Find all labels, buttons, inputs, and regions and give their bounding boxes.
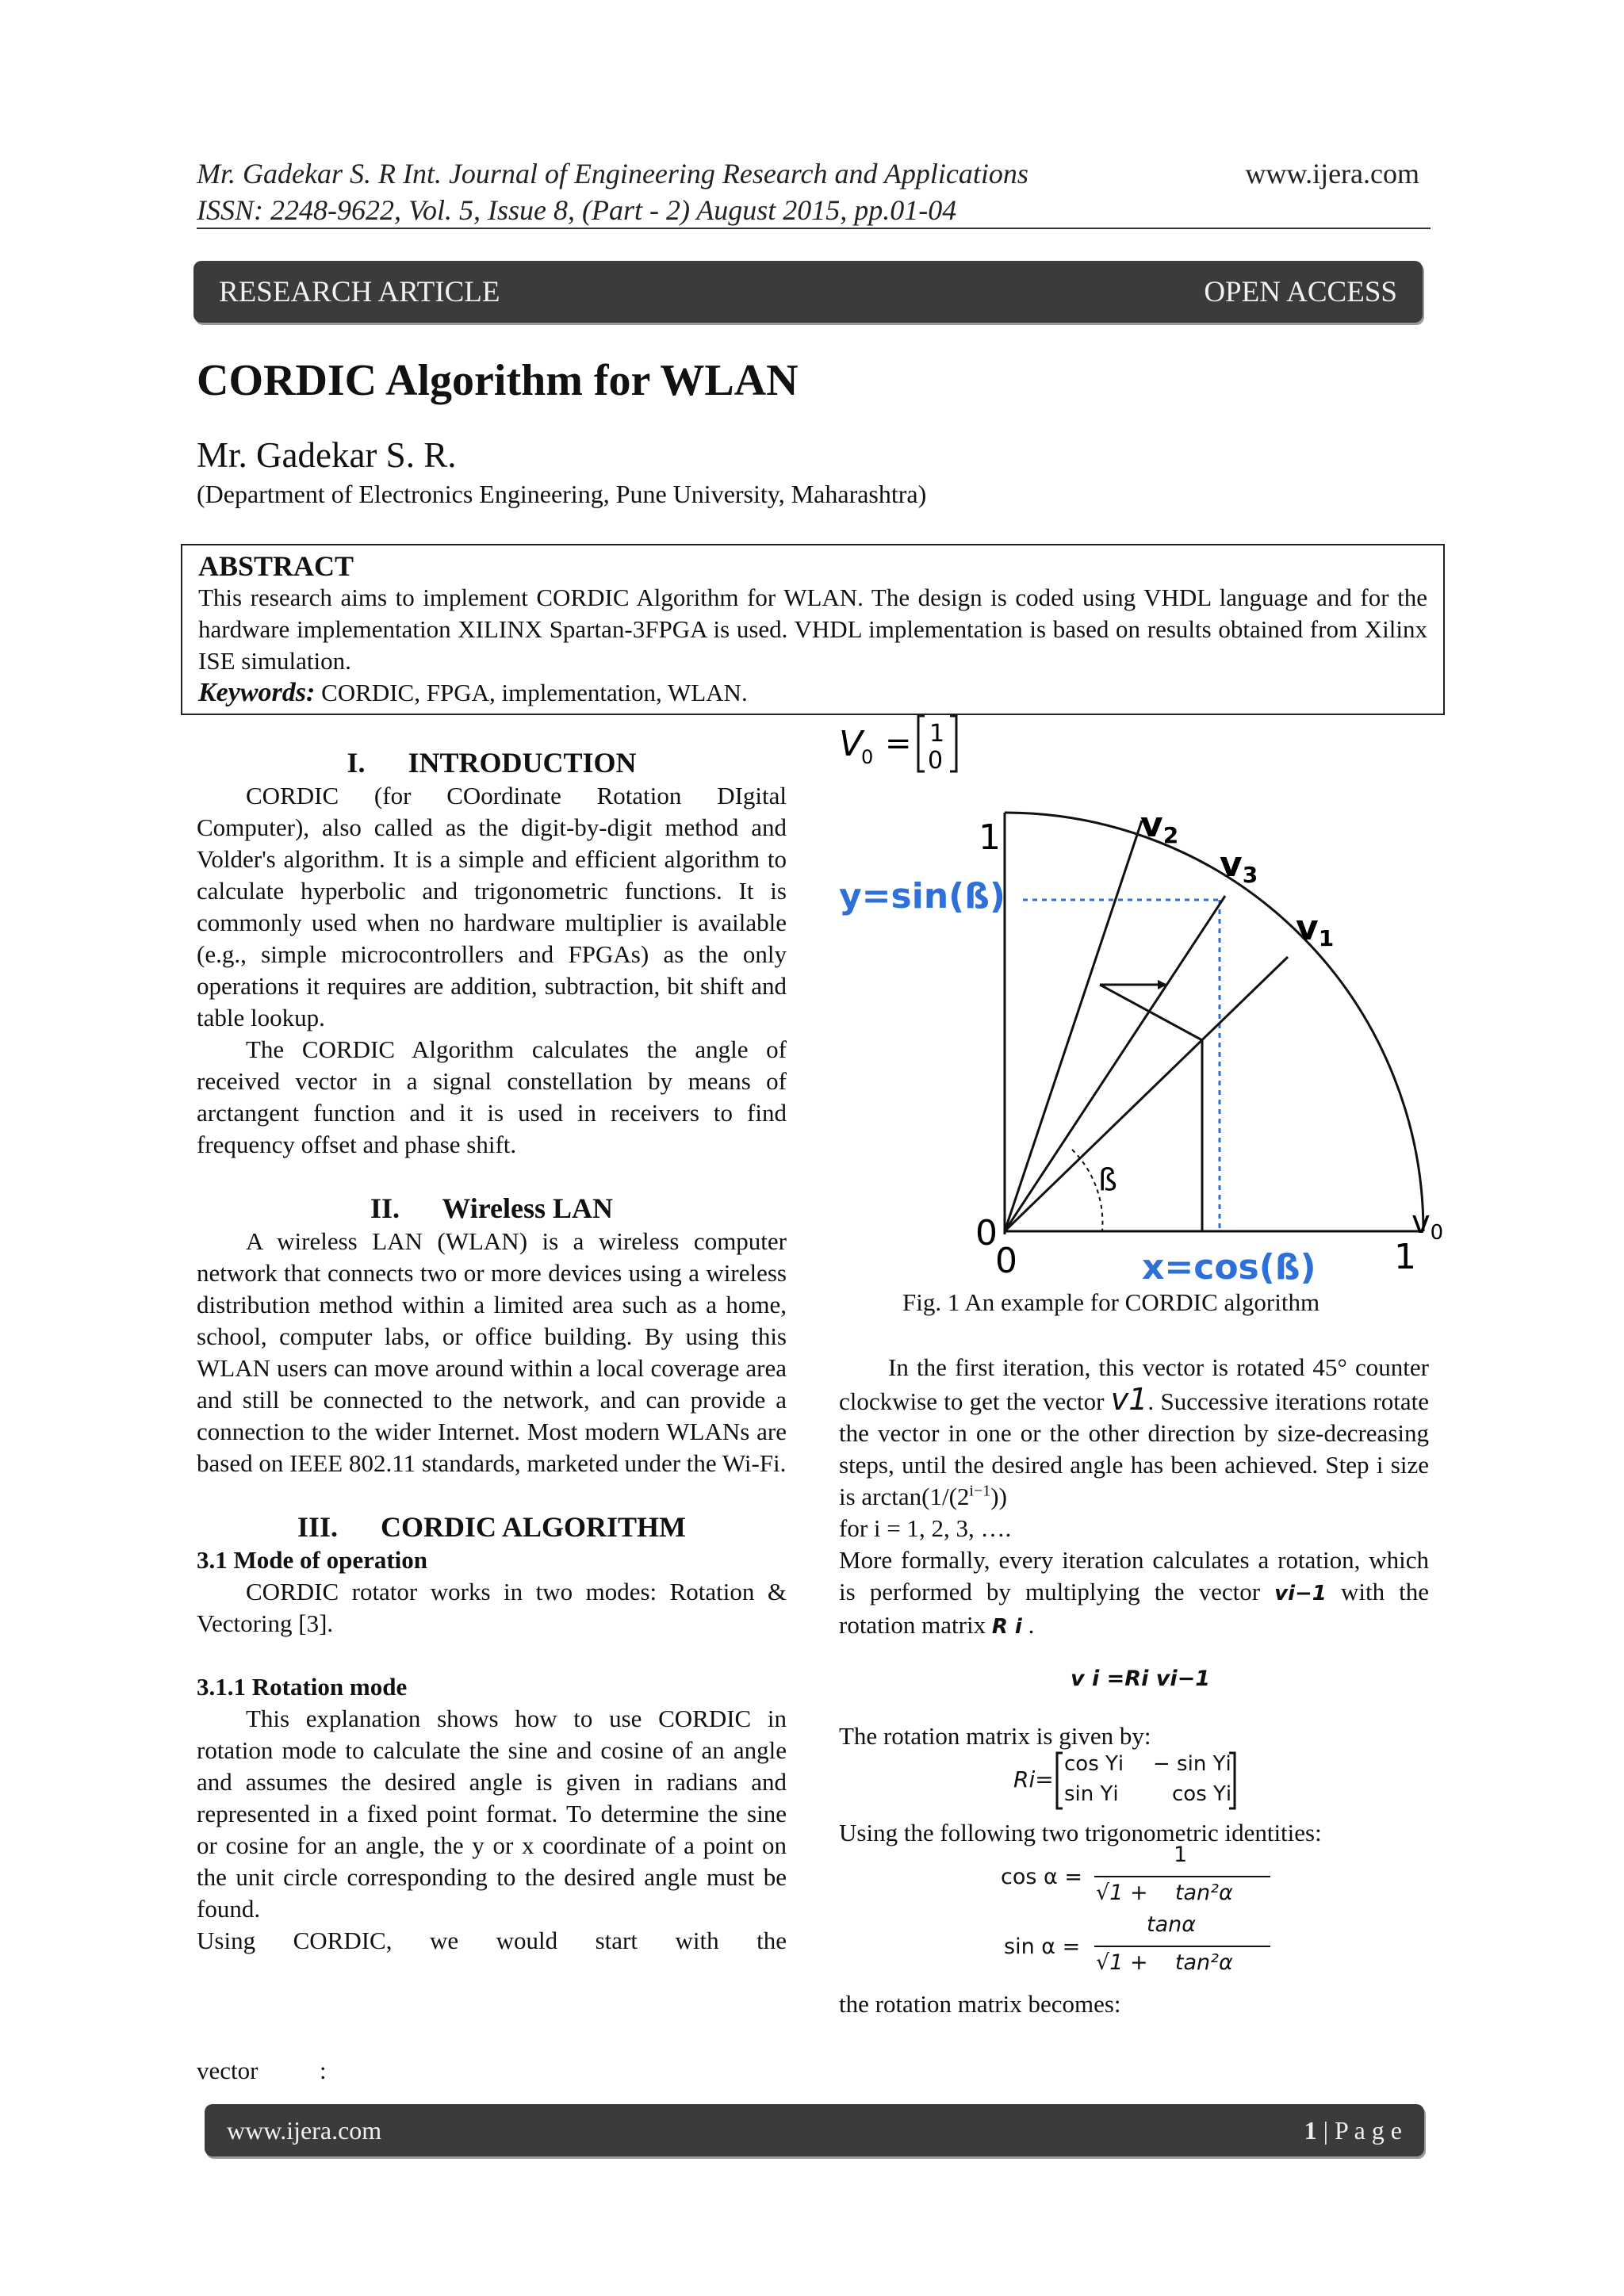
axis-zero-left: 0 [975, 1213, 998, 1253]
matrix-left-bracket [1057, 1753, 1063, 1808]
author-affiliation: (Department of Electronics Engineering, Pune University, Maharashtra) [197, 480, 927, 508]
v0-label: $v_0$ [1411, 1204, 1444, 1245]
axis-one-top: 1 [979, 817, 1001, 858]
v1-label: v1 [1296, 908, 1335, 951]
sin-fraction-bar [1094, 1946, 1270, 1947]
intro-paragraph-2: The CORDIC Algorithm calculates the angle of received vector in a signal constellation by means of arctangent function and it is used in receivers to find frequency offset and phase shift. [197, 1035, 787, 1158]
unit-circle-arc [1005, 813, 1423, 1231]
ri-matrix-label: Ri= [1013, 1766, 1054, 1793]
journal-issn: ISSN: 2248-9622, Vol. 5, Issue 8, (Part - 2) August 2015, pp.01-04 [197, 194, 957, 226]
left-column [197, 745, 787, 1957]
v0-matrix-equation [839, 716, 956, 775]
intro-heading: I. INTRODUCTION [347, 747, 637, 779]
matrix-cell-11: cos Υi [1064, 1752, 1124, 1776]
paper-title: CORDIC Algorithm for WLAN [197, 356, 799, 405]
mode-heading: 3.1 Mode of operation [197, 1546, 428, 1574]
rotation-heading: 3.1.1 Rotation mode [197, 1673, 408, 1701]
cos-numerator: 1 [1174, 1843, 1188, 1867]
cos-denominator: √1 + tan²α [1096, 1881, 1233, 1905]
sin-numerator: tanα [1147, 1912, 1197, 1937]
trig-identities-intro: Using the following two trigonometric identities: [839, 1819, 1322, 1846]
cos-identity [1001, 1843, 1270, 1914]
keywords-line [198, 677, 1427, 709]
cordic-heading: III. CORDIC ALGORITHM [297, 1511, 687, 1543]
journal-website[interactable]: www.ijera.com [1245, 158, 1419, 189]
vi-equation: v i =Ri vi−1 [1071, 1667, 1210, 1691]
ri-symbol: R i [991, 1615, 1022, 1639]
v0-eq-sub: 0 [861, 746, 874, 768]
intro-paragraph-1: CORDIC (for COordinate Rotation DIgital Computer), also called as the digit-by-digit method and Volder's algorithm. It is a simple and efficient algorithm to calculate hyperbolic and trigonometric functions. It is commonly used when no hardware multiplier is available (e.g., simple microcontrollers and FPGAs) as the only operations it requires are addition, subtraction, bit shift and table lookup. [197, 782, 787, 1031]
rotation-paragraph: This explanation shows how to use CORDIC in rotation mode to calculate the sine and cosine of an angle and assumes the desired angle is given in radians and represented in a fixed point format. To determine the sine or cosine for an angle, the y or x coordinate of a point on the unit circle corresponding to the desired angle must be found. [197, 1705, 787, 1923]
sin-identity [1004, 1912, 1274, 1984]
header-divider [197, 228, 1431, 229]
keywords-values: CORDIC, FPGA, implementation, WLAN. [315, 679, 748, 706]
x-cos-label: x=cos(ß) [1142, 1247, 1316, 1288]
y-sin-label: y=sin(ß) [839, 876, 1006, 916]
v0-eq-equals: = [885, 725, 912, 762]
rotation-matrix-intro: The rotation matrix is given by: [839, 1722, 1151, 1750]
iteration-paragraph: In the first iteration, this vector is rotated 45° counter clockwise to get the vector v1. Successive iterations rotate the vector in one or the other direction by size-decreasing steps, until the desired angle has been achieved. Step i size is $\arctan(1/(2^{i-1}))$ [839, 1353, 1429, 1510]
wlan-heading: II. Wireless LAN [370, 1192, 614, 1224]
formal-paragraph: More formally, every iteration calculates a rotation, which is performed by multiplying the vector vi−1 with the rotation matrix R i . [839, 1546, 1429, 1639]
v3-label: v3 [1220, 844, 1258, 888]
v2-label: v2 [1140, 805, 1179, 848]
left-bracket [918, 716, 925, 771]
rotation-matrix [1013, 1751, 1251, 1811]
figure-caption: Fig. 1 An example for CORDIC algorithm [902, 1288, 1320, 1316]
journal-header [197, 155, 1028, 228]
v0-eq-bottom: 0 [928, 747, 944, 775]
rotation-matrix-becomes: the rotation matrix becomes: [839, 1990, 1121, 2018]
axis-one-right: 1 [1394, 1237, 1416, 1277]
right-bracket [950, 716, 956, 771]
journal-citation: Mr. Gadekar S. R Int. Journal of Engineering Research and Applications [197, 158, 1028, 189]
author-name: Mr. Gadekar S. R. [197, 435, 457, 475]
v1-vector [1005, 957, 1288, 1231]
rotation-paragraph-2: Using CORDIC, we would start with the [197, 1927, 787, 1954]
wlan-paragraph: A wireless LAN (WLAN) is a wireless computer network that connects two or more devices using a wireless distribution method within a limited area such as a home, school, computer labs, or office building. By using this WLAN users can move around within a local coverage area and still be connected to the network, and can provide a connection to the wider Internet. Most modern WLANs are based on IEEE 802.11 standards, marketed under the Wi-Fi. [197, 1227, 787, 1477]
projection-line [1100, 985, 1202, 1040]
abstract-text: This research aims to implement CORDIC Algorithm for WLAN. The design is coded using VHDL language and for the hardware implementation XILINX Spartan-3FPGA is used. VHDL implementation is based on results obtained from Xilinx ISE simulation. [198, 584, 1427, 675]
research-article-label: RESEARCH ARTICLE [219, 275, 500, 308]
mode-paragraph: CORDIC rotator works in two modes: Rotation & Vectoring [3]. [197, 1578, 787, 1637]
vector-line: vector : [197, 2057, 327, 2084]
abstract-heading: ABSTRACT [198, 550, 354, 582]
sin-lhs: sin α = [1004, 1934, 1081, 1959]
v1-symbol: v1 [1110, 1382, 1148, 1417]
cos-fraction-bar [1094, 1876, 1270, 1877]
iteration-range: for i = 1, 2, 3, …. [839, 1514, 1012, 1542]
vi-minus-1-symbol: vi−1 [1274, 1582, 1327, 1605]
cordic-figure [825, 710, 1459, 1296]
abstract-box [181, 544, 1445, 715]
v0-eq-v: V [839, 724, 864, 764]
page-number: 1 | P a g e [1304, 2115, 1402, 2145]
page-footer [205, 2104, 1424, 2156]
keywords-label: Keywords: [198, 678, 316, 707]
article-type-banner [193, 261, 1423, 323]
right-column [839, 1352, 1429, 1643]
matrix-cell-21: sin Υi [1064, 1782, 1119, 1806]
beta-label: ß [1098, 1162, 1117, 1197]
cos-lhs: cos α = [1001, 1865, 1083, 1889]
axis-zero-bottom: 0 [995, 1241, 1017, 1281]
matrix-cell-12: − sin Υi [1153, 1752, 1231, 1776]
footer-website[interactable]: www.ijera.com [227, 2115, 382, 2145]
sin-denominator: √1 + tan²α [1096, 1950, 1233, 1975]
open-access-label: OPEN ACCESS [1204, 275, 1397, 308]
v2-vector [1005, 821, 1142, 1231]
matrix-cell-22: cos Υi [1172, 1782, 1232, 1806]
v0-eq-top: 1 [929, 720, 945, 748]
